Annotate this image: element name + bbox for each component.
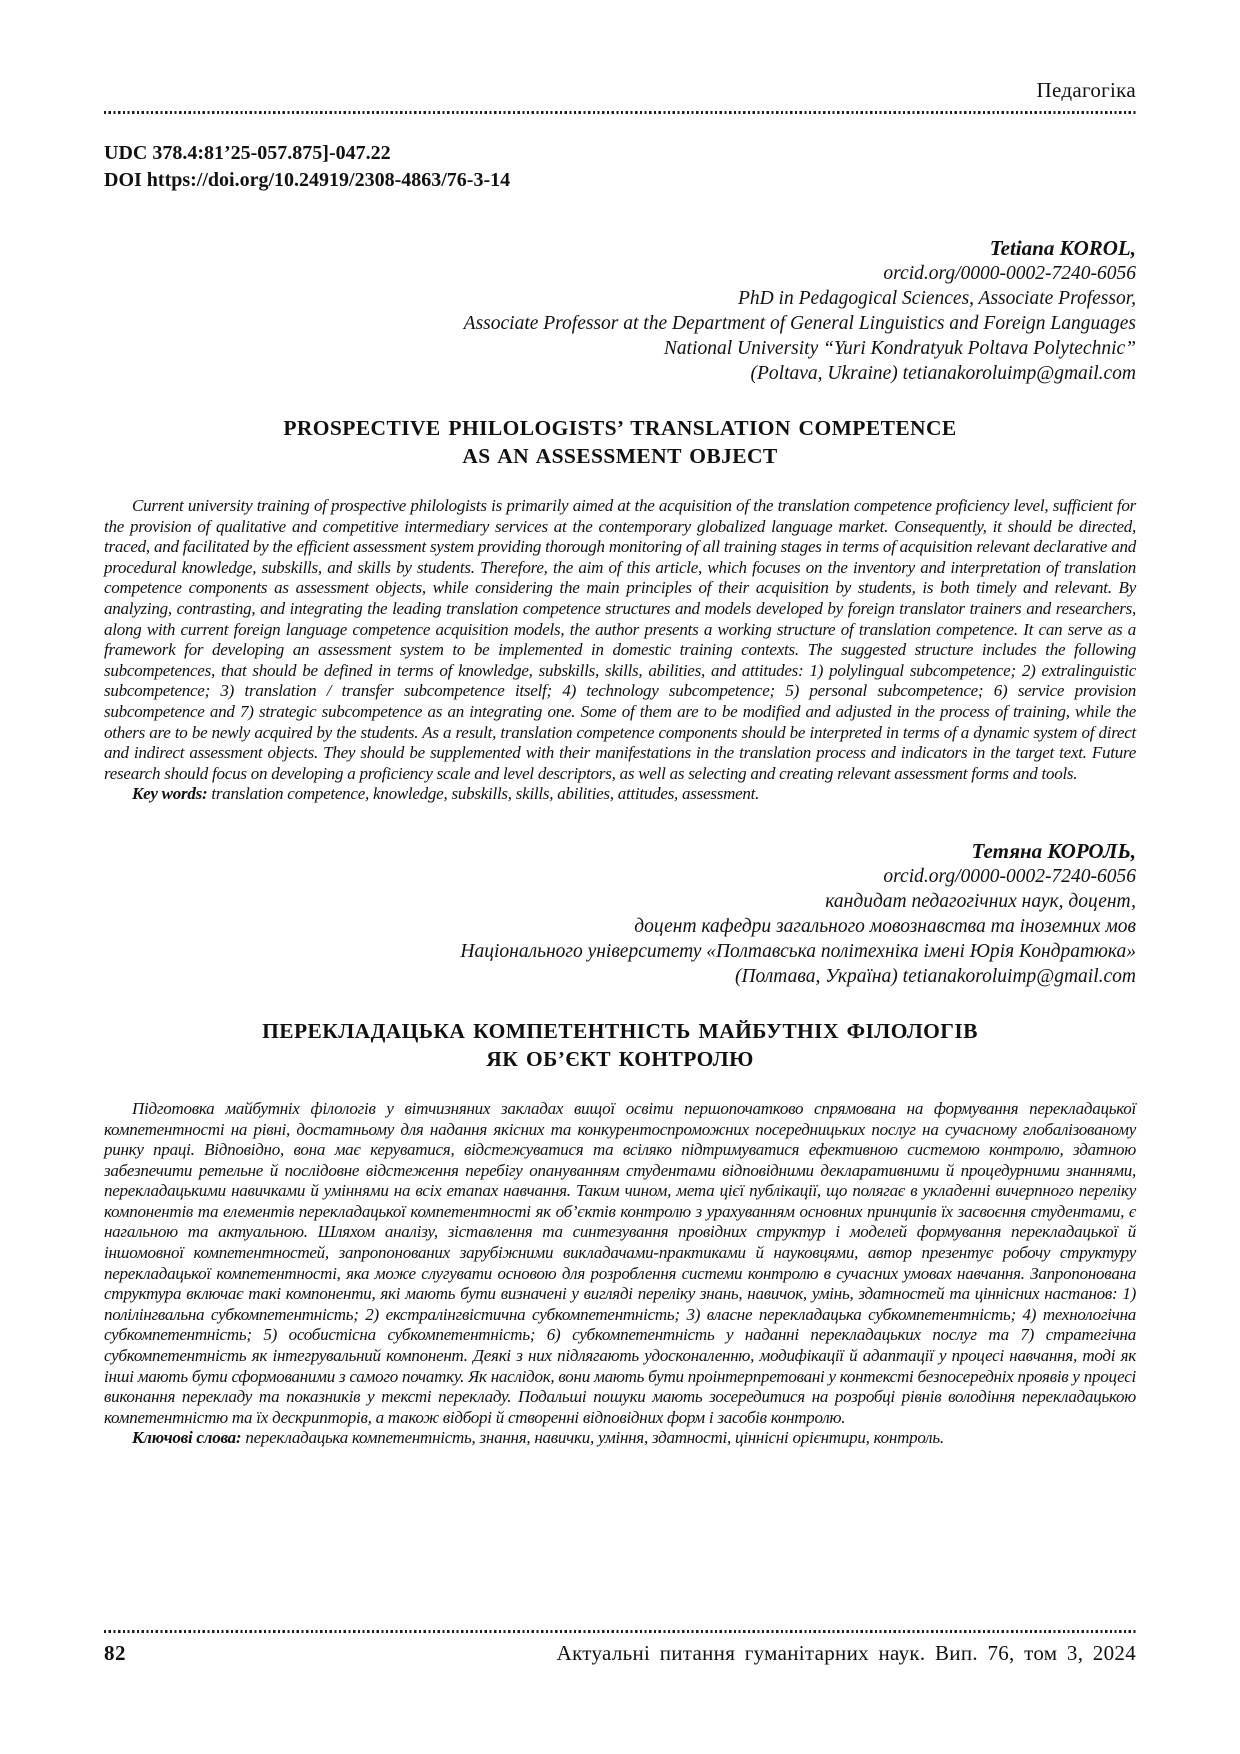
author-affiliation-uk: Національного університету «Полтавська політехніка імені Юрія Кондратюка» — [460, 940, 1136, 962]
author-degree-en: PhD in Pedagogical Sciences, Associate Professor, — [737, 288, 1136, 309]
abstract-en: Current university training of prospective philologists is primarily aimed at the acquisition of the translation competence proficiency level, sufficient for the provision of qualitative and competitive intermediary services at the contemporary globalized language market. Consequently, it should be directed, traced, and facilitated by the efficient assessment system providing thorough monitoring of all training stages in terms of acquisition relevant declarative and procedural knowledge, subskills, and skills by students. Therefore, the aim of this article, which focuses on the inventory and interpretation of translation competence components as assessment objects, while considering the main principles of their acquisition by students, is both timely and relevant. By analyzing, contrasting, and integrating the leading translation competence structures and models developed by foreign translator trainers and researchers, along with current foreign language competence acquisition models, the author presents a working structure of translation competence. It can serve as a framework for developing an assessment system to be implemented in domestic training contexts. The suggested structure includes the following subcompetences, that should be defined in terms of knowledge, subskills, skills, abilities, and attitudes: 1) polylingual subcompetence; 2) extralinguistic subcompetence; 3) translation / transfer subcompetence itself; 4) technology subcompetence; 5) personal subcompetence; 6) service provision subcompetence and 7) strategic subcompetence as an integrating one. Some of them are to be modified and adjusted in the process of training, while the others are to be newly acquired by the students. As a result, translation competence components should be interpreted in terms of a dynamic system of direct and indirect assessment objects. They should be supplemented with their manifestations in the translation process and indicators in the target text. Future research should focus on developing a proficiency scale and level descriptors, as well as selecting and creating relevant assessment forms and tools. — [104, 496, 1136, 783]
article-title-en-line2: AS AN ASSESSMENT OBJECT — [462, 444, 778, 468]
keywords-label-en: Key words: — [132, 784, 208, 804]
author-contact-uk: (Полтава, Україна) tetianakoroluimp@gmail.com — [734, 965, 1136, 987]
author-degree-uk: кандидат педагогічних наук, доцент, — [825, 890, 1136, 912]
keywords-en — [104, 784, 1136, 805]
doi-code: DOI https://doi.org/10.24919/2308-4863/76-3-14 — [104, 169, 511, 191]
author-orcid-uk: orcid.org/0000-0002-7240-6056 — [883, 865, 1136, 887]
section-label: Педагогіка — [1036, 78, 1136, 102]
author-name-en: Tetiana KOROL, — [989, 236, 1136, 260]
footer-dotted-rule — [104, 1630, 1136, 1633]
author-name-uk: Тетяна КОРОЛЬ, — [971, 838, 1136, 863]
keywords-text-uk: перекладацька компетентність, знання, навички, уміння, здатності, ціннісні орієнтири, контроль. — [245, 1428, 944, 1448]
keywords-label-uk: Ключові слова: — [132, 1428, 242, 1448]
journal-reference: Актуальні питання гуманітарних наук. Вип. 76, том 3, 2024 — [556, 1641, 1136, 1665]
author-position-en: Associate Professor at the Department of General Linguistics and Foreign Languages — [463, 313, 1136, 334]
abstract-uk: Підготовка майбутніх філологів у вітчизняних закладах вищої освіти першопочатково спрямована на формування перекладацької компетентності на рівні, достатньому для надання якісних та конкурентоспроможних посередницьких послуг на сучасному глобалізованому ринку праці. Відповідно, вона має керуватися, відстежуватися та всіляко підтримуватися ефективною системою контролю, здатною забезпечити ретельне й послідовне відстеження перебігу опануванням студентами відповідними декларативними й процедурними знаннями, перекладацькими навичками й уміннями на всіх етапах навчання. Таким чином, мета цієї публікації, що полягає в укладенні вичерпного переліку компонентів та елементів перекладацької компетентності як об’єктів контролю з урахуванням основних принципів їх засвоєння студентами, є нагальною та актуальною. Шляхом аналізу, зіставлення та синтезування провідних структур і моделей формування перекладацької й іншомовної компетентностей, запропонованих зарубіжними викладачами-практиками й науковцями, автор презентує робочу структуру перекладацької компетентності, яка може слугувати основою для розроблення системи контролю в сучасних умовах навчання. Запропонована структура включає такі компоненти, які мають бути визначені у вигляді переліку знань, навичок, умінь, здатностей та ціннісних настанов: 1) полілінгвальна субкомпетентність; 2) екстралінгвістична субкомпетентність; 3) власне перекладацька субкомпетентність; 4) технологічна субкомпетентність; 5) особистісна субкомпетентність; 6) субкомпетентність у наданні перекладацьких послуг та 7) стратегічна субкомпетентність як інтегрувальний компонент. Деякі з них підлягають удосконаленню, модифікації й адаптації у процесі навчання, тоді як інші мають бути сформованими з самого початку. Як наслідок, вони мають бути проінтерпретовані у контексті безпосередніх проявів у процесі виконання перекладу та показників у тексті перекладу. Подальші пошуки мають зосередитися на розробці рівнів володіння перекладацькою компетентністю та їх дескрипторів, а також відборі й створенні відповідних форм і засобів контролю. — [104, 1098, 1136, 1427]
keywords-uk — [104, 1428, 1136, 1449]
article-title-uk — [104, 1017, 1136, 1073]
article-title-en-line1: PROSPECTIVE PHILOLOGISTS’ TRANSLATION COMPETENCE — [283, 416, 957, 440]
author-position-uk: доцент кафедри загального мовознавства та іноземних мов — [634, 915, 1136, 937]
author-orcid-en: orcid.org/0000-0002-7240-6056 — [883, 263, 1136, 284]
page-footer — [104, 1630, 1136, 1666]
article-title-en — [104, 414, 1136, 470]
author-block-uk — [104, 839, 1136, 989]
udc-code: UDC 378.4:81’25-057.875]-047.22 — [104, 142, 391, 164]
header-dotted-rule — [104, 111, 1136, 114]
running-head — [104, 78, 1136, 102]
author-affiliation-en: National University “Yuri Kondratyuk Poltava Polytechnic” — [663, 338, 1136, 359]
page-number: 82 — [104, 1641, 126, 1665]
author-contact-en: (Poltava, Ukraine) tetianakoroluimp@gmail.com — [750, 363, 1136, 384]
article-title-uk-line1: ПЕРЕКЛАДАЦЬКА КОМПЕТЕНТНІСТЬ МАЙБУТНІХ ФІЛОЛОГІВ — [262, 1018, 978, 1043]
author-block-en — [104, 236, 1136, 386]
keywords-text-en: translation competence, knowledge, subskills, skills, abilities, attitudes, assessment. — [211, 784, 760, 804]
article-title-uk-line2: ЯК ОБ’ЄКТ КОНТРОЛЮ — [486, 1046, 754, 1071]
article-meta — [104, 140, 1136, 194]
